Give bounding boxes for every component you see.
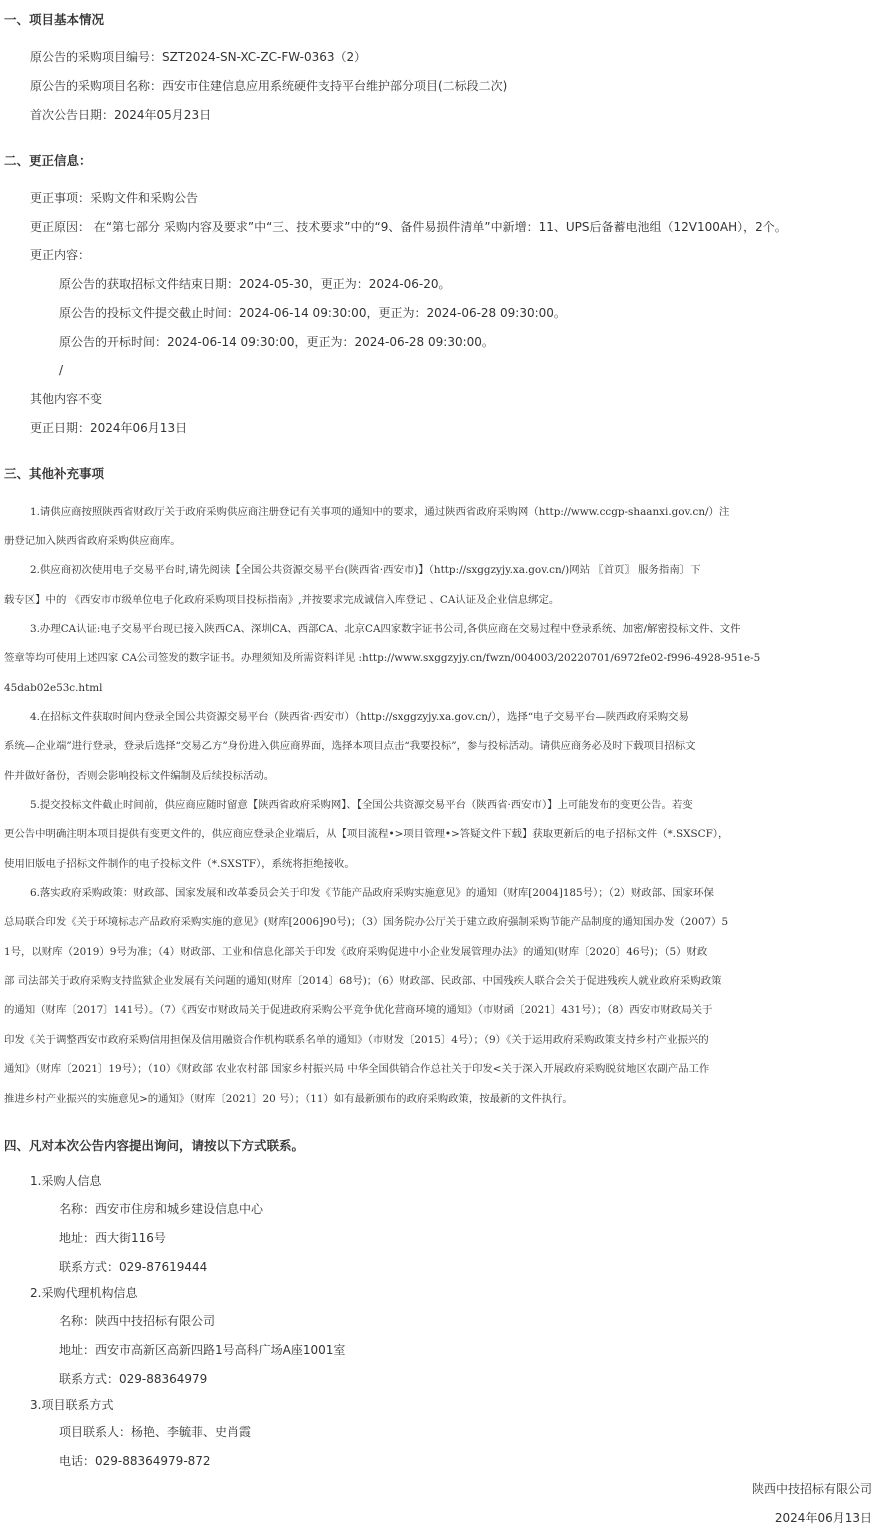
purchaser-phone: 联系方式：029-87619444 [59,1260,208,1274]
notice-line: 系统—企业端”进行登录，登录后选择“交易乙方”身份进入供应商界面，选择本项目点击“我要投标”，参与投标活动。请供应商务必及时下载项目招标文 [4,740,696,752]
notice-line: 使用旧版电子招标文件制作的电子投标文件（*.SXSTF），系统将拒绝接收。 [4,858,355,870]
project-name: 原公告的采购项目名称：西安市住建信息应用系统硬件支持平台维护部分项目(二标段二次) [30,79,508,93]
agent-address: 地址：西安市高新区高新四路1号高科广场A座1001室 [59,1343,346,1357]
section-heading-contact: 四、凡对本次公告内容提出询问，请按以下方式联系。 [4,1138,305,1153]
purchaser-title: 1.采购人信息 [30,1174,102,1188]
notice-line: 总局联合印发《关于环境标志产品政府采购实施的意见》(财库[2006]90号)；（3）国务院办公厅关于建立政府强制采购节能产品制度的通知国办发（2007）5 [4,916,729,928]
section-heading-supplementary: 三、其他补充事项 [4,466,105,481]
notice-line: 2.供应商初次使用电子交易平台时,请先阅读【全国公共资源交易平台(陕西省·西安市)】（http://sxggzyjy.xa.gov.cn/)网站 〖首页〗 服务指南〕下 [30,564,701,576]
correction-item: 原公告的投标文件提交截止时间：2024-06-14 09:30:00，更正为：2024-06-28 09:30:00。 [59,306,566,320]
other-unchanged: 其他内容不变 [30,392,103,406]
correction-content-label: 更正内容： [30,248,91,262]
notice-line: 5.提交投标文件截止时间前，供应商应随时留意【陕西省政府采购网】、【全国公共资源交易平台（陕西省·西安市）】上可能发布的变更公告。若变 [30,799,693,811]
agent-name: 名称：陕西中技招标有限公司 [59,1314,216,1328]
contact-person: 项目联系人：杨艳、李毓菲、史肖霞 [59,1425,252,1439]
notice-line: 更公告中明确注明本项目提供有变更文件的，供应商应登录企业端后，从【项目流程•>项目管理•>答疑文件下载】获取更新后的电子招标文件（*.SXSCF）， [4,828,729,840]
agent-phone: 联系方式：029-88364979 [59,1372,208,1386]
notice-line: 签章等均可使用上述四家 CA公司签发的数字证书。办理须知及所需资料详见 :http://www.sxggzyjy.cn/fwzn/004003/20220701/6972fe02-f996-4928-951e-5 [4,652,761,664]
notice-line: 1.请供应商按照陕西省财政厅关于政府采购供应商注册登记有关事项的通知中的要求，通过陕西省政府采购网（http://www.ccgp-shaanxi.gov.cn/）注 [30,506,730,518]
notice-line: 印发《关于调整西安市政府采购信用担保及信用融资合作机构联系名单的通知》（市财发〔2015〕4号）；（9）《关于运用政府采购政策支持乡村产业振兴的 [4,1034,709,1046]
notice-line: 通知》（财库〔2021〕19号）；（10）《财政部 农业农村部 国家乡村振兴局 中华全国供销合作总社关于印发<关于深入开展政府采购脱贫地区农副产品工作 [4,1063,710,1075]
first-announcement-date: 首次公告日期：2024年05月23日 [30,108,212,122]
notice-line: 3.办理CA认证:电子交易平台现已接入陕西CA、深圳CA、西部CA、北京CA四家数字证书公司,各供应商在交易过程中登录系统、加密/解密投标文件、文件 [30,623,741,635]
signature-company: 陕西中技招标有限公司 [751,1482,872,1496]
section-heading-basic-info: 一、项目基本情况 [4,12,105,27]
notice-line: 推进乡村产业振兴的实施意见>的通知》（财库〔2021〕20 号）；（11）如有最新颁布的政府采购政策，按最新的文件执行。 [4,1093,573,1105]
contact-title: 3.项目联系方式 [30,1398,114,1412]
purchaser-name: 名称：西安市住房和城乡建设信息中心 [59,1202,264,1216]
notice-line: 6.落实政府采购政策：财政部、国家发展和改革委员会关于印发《节能产品政府采购实施意见》的通知（财库[2004]185号）；（2）财政部、国家环保 [30,887,714,899]
notice-line: 1号，以财库（2019）9号为准；（4）财政部、工业和信息化部关于印发《政府采购促进中小企业发展管理办法》的通知(财库〔2020〕46号)；（5）财政 [4,946,708,958]
notice-line: 件并做好备份，否则会影响投标文件编制及后续投标活动。 [4,770,275,782]
correction-date: 更正日期：2024年06月13日 [30,421,188,435]
notice-line: 部 司法部关于政府采购支持监狱企业发展有关问题的通知(财库〔2014〕68号)；（6）财政部、民政部、中国残疾人联合会关于促进残疾人就业政府采购政策 [4,975,722,987]
agent-title: 2.采购代理机构信息 [30,1286,138,1300]
notice-line: 的通知（财库〔2017〕141号）。（7）《西安市财政局关于促进政府采购公平竞争优化营商环境的通知》（市财函〔2021〕431号）；（8）西安市财政局关于 [4,1004,713,1016]
correction-item: 原公告的获取招标文件结束日期：2024-05-30，更正为：2024-06-20。 [59,277,451,291]
correction-reason: 更正原因： 在“第七部分 采购内容及要求”中“三、技术要求”中的“9、备件易损件清单”中新增：11、UPS后备蓄电池组（12V100AH），2个。 [30,220,787,234]
notice-line: 4.在招标文件获取时间内登录全国公共资源交易平台（陕西省·西安市）（http://sxggzyjy.xa.gov.cn/），选择“电子交易平台—陕西政府采购交易 [30,711,689,723]
signature-date: 2024年06月13日 [774,1511,872,1525]
project-number: 原公告的采购项目编号：SZT2024-SN-XC-ZC-FW-0363（2） [30,50,367,64]
notice-line: 45dab02e53c.html [4,682,103,694]
correction-item: 原公告的开标时间：2024-06-14 09:30:00，更正为：2024-06-28 09:30:00。 [59,335,494,349]
correction-item: / [59,363,64,377]
purchaser-address: 地址：西大街116号 [59,1231,166,1245]
notice-line: 载专区】中的 《西安市市级单位电子化政府采购项目投标指南》,并按要求完成诚信入库登记 、CA认证及企业信息绑定。 [4,594,560,606]
contact-phone: 电话：029-88364979-872 [59,1454,211,1468]
section-heading-correction: 二、更正信息： [4,153,92,168]
notice-line: 册登记加入陕西省政府采购供应商库。 [4,535,181,547]
correction-matter: 更正事项：采购文件和采购公告 [30,191,199,205]
